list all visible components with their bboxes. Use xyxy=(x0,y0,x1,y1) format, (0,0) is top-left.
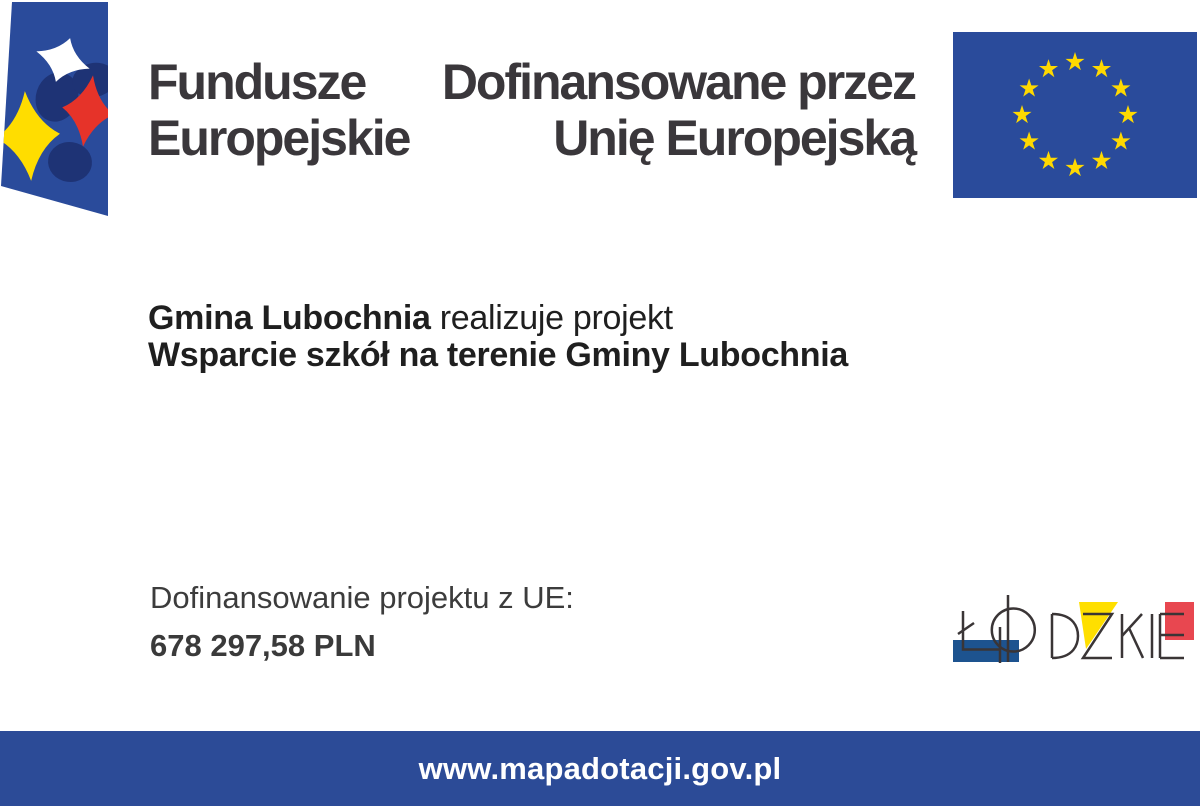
lodzkie-logo-icon xyxy=(945,586,1195,674)
project-intro-rest: realizuje projekt xyxy=(430,299,673,337)
program-name-line1: Fundusze xyxy=(148,54,366,110)
program-name-line2: Europejskie xyxy=(148,110,410,166)
funding-label: Dofinansowanie projektu z UE: xyxy=(150,580,574,615)
funding-statement xyxy=(442,54,915,166)
footer-url: www.mapadotacji.gov.pl xyxy=(418,750,782,786)
program-name xyxy=(148,54,409,166)
project-title: Wsparcie szkół na terenie Gminy Lubochnia xyxy=(148,336,848,374)
fundusze-europejskie-flag-icon xyxy=(0,0,112,218)
project-beneficiary: Gmina Lubochnia xyxy=(148,299,431,337)
funding-statement-line2: Unię Europejską xyxy=(553,110,915,166)
funding-amount: 678 297,58 PLN xyxy=(150,628,376,663)
project-statement xyxy=(148,300,848,374)
eu-flag-icon xyxy=(953,32,1197,198)
funding-statement-line1: Dofinansowane przez xyxy=(441,54,915,110)
project-intro-line xyxy=(148,300,848,337)
footer-bar xyxy=(0,731,1200,806)
